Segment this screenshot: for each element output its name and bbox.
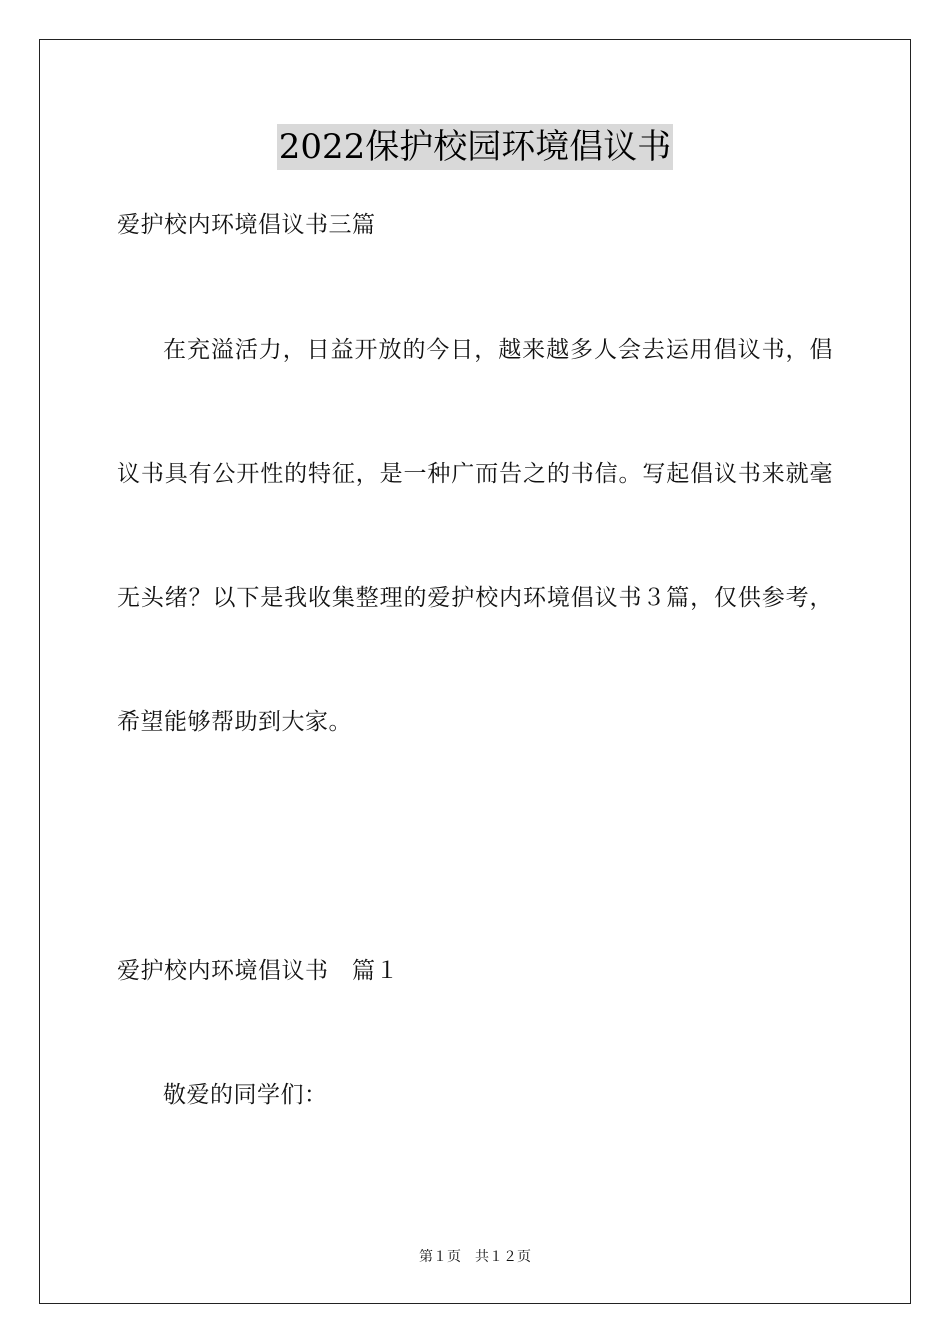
section-heading: 爱护校内环境倡议书 篇１	[117, 958, 399, 984]
document-subtitle: 爱护校内环境倡议书三篇	[117, 212, 376, 238]
intro-line-1: 在充溢活力，日益开放的今日，越来越多人会去运用倡议书，倡	[163, 337, 833, 363]
intro-line-3: 无头绪？以下是我收集整理的爱护校内环境倡议书３篇，仅供参考，	[117, 585, 833, 611]
page-footer	[0, 1247, 950, 1267]
intro-line-2: 议书具有公开性的特征，是一种广而告之的书信。写起倡议书来就毫	[117, 461, 833, 487]
page-number-current: 第１页	[419, 1249, 461, 1265]
greeting: 敬爱的同学们：	[163, 1082, 328, 1108]
document-title: 2022保护校园环境倡议书	[277, 124, 674, 170]
page-number-total: 共１２页	[475, 1249, 531, 1265]
title-container	[0, 124, 950, 170]
intro-line-4: 希望能够帮助到大家。	[117, 709, 352, 735]
